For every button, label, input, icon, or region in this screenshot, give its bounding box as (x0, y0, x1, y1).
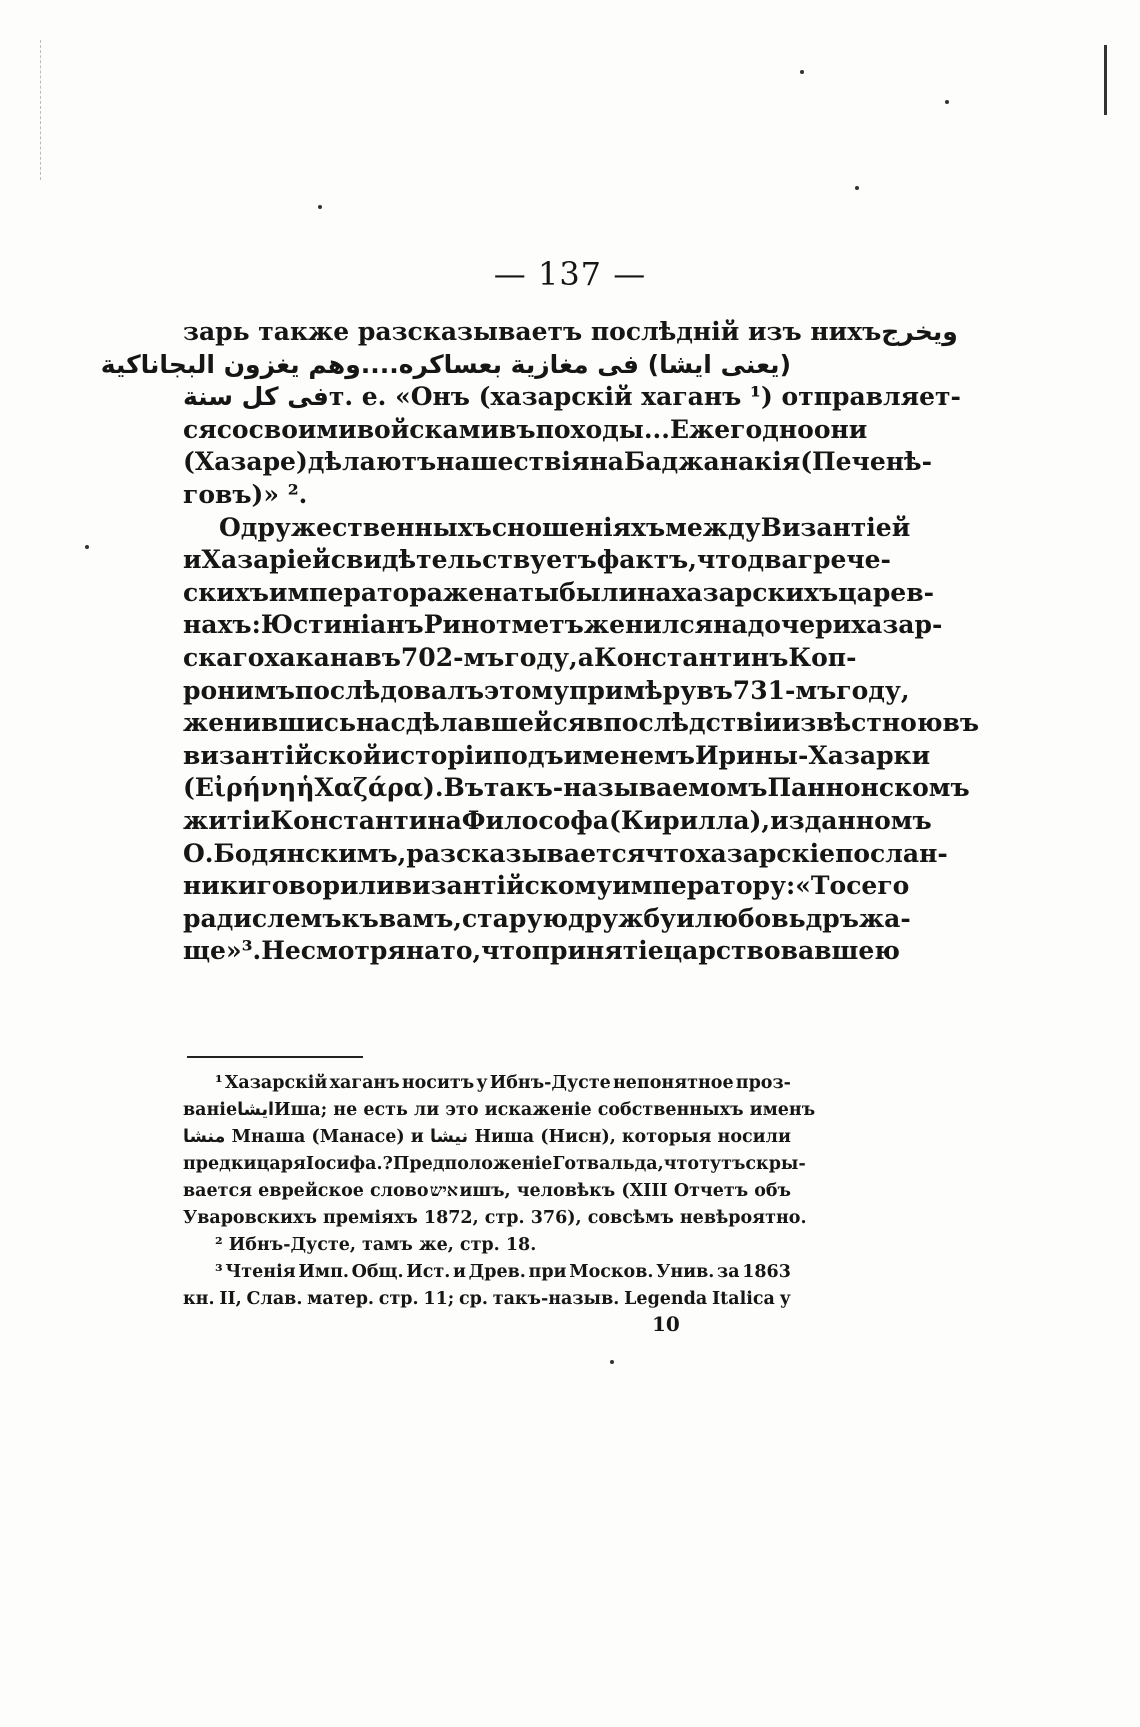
body-line: ронимъ послѣдовалъ этому примѣру въ 731-мъ году, (183, 675, 910, 705)
body-line: и Хазаріей свидѣтельствуетъ фактъ, что два грече- (183, 545, 891, 575)
footnote-line: ваніе ايشا Иша; не есть ли это искаженіе собственныхъ именъ (183, 1100, 816, 1120)
body-line: ради слемъ къ вамъ, старую дружбу и любовь дръжа- (183, 903, 911, 933)
scan-speck (800, 70, 804, 74)
body-line: ся со своими войсками въ походы... Ежегодно они (183, 414, 868, 444)
signature-mark: 10 (652, 1312, 680, 1336)
body-line: (Хазаре) дѣлаютъ нашествія на Баджанакія (Печенѣ- (183, 447, 932, 477)
footnote-line: ² Ибнъ-Дусте, тамъ же, стр. 18. (215, 1235, 537, 1255)
body-line: скаго хакана въ 702-мъ году, а Константинъ Коп- (183, 642, 857, 672)
body-line: говъ)» ². (183, 479, 308, 509)
page-number: — 137 — (493, 255, 647, 293)
footnote-line: ¹ Хазарскій хаганъ носитъ у Ибнъ-Дусте непонятное проз- (215, 1073, 791, 1093)
footnote-line: кн. II, Слав. матер. стр. 11; ср. такъ-назыв. Legenda Italica у (183, 1289, 791, 1309)
paragraph-start: О дружественныхъ сношеніяхъ между Византіей (219, 512, 911, 542)
body-line: ники говорили византійскому императору: «То сего (183, 871, 910, 901)
scan-edge-left (40, 40, 42, 180)
footnote-line: Уваровскихъ преміяхъ 1872, стр. 376), совсѣмъ невѣроятно. (183, 1208, 807, 1228)
footnotes (183, 1070, 816, 1313)
body-line: зарь также разсказываетъ послѣдній изъ нихъ ويخرج (183, 317, 958, 346)
body-line: (Εἰρήνη ἡ Χαζάρα). Въ такъ-называемомъ Паннонскомъ (183, 773, 970, 803)
body-line: ще» ³. Несмотря на то, что принятіе царствовавшею (183, 936, 900, 966)
scan-edge-right (1104, 45, 1107, 115)
scan-speck (85, 545, 89, 549)
body-line: فى كل سنة т. е. «Онъ (хазарскій хаганъ ¹) отправляет- (183, 382, 961, 412)
scan-speck (318, 205, 322, 209)
scan-speck (945, 100, 949, 104)
footnote-line: предки царя Іосифа.? Предположеніе Готвальда, что тутъ скры- (183, 1154, 806, 1174)
body-line: скихъ императора женаты были на хазарскихъ царев- (183, 577, 934, 607)
scan-speck (610, 1360, 614, 1364)
footnote-line: ³ Чтенія Имп. Общ. Ист. и Древ. при Москов. Унив. за 1863 (215, 1262, 791, 1282)
scan-speck (855, 186, 859, 190)
body-text (100, 316, 980, 968)
footnote-rule (187, 1056, 363, 1058)
body-line: (يعنى ايشا) فى مغازية بعساكره....وهم يغزون البجاناكية (100, 349, 791, 379)
body-line: нахъ: Юстиніанъ Ринотметъ женился на дочери хазар- (183, 610, 943, 640)
footnote-line: منشا Мнаша (Манасе) и نيشا Ниша (Нисн), которыя носили (183, 1127, 791, 1147)
body-line: византійской исторіи подъ именемъ Ирины-Хазарки (183, 740, 931, 770)
body-line: женившись на сдѣлавшейся впослѣдствіи извѣстною въ (183, 708, 980, 738)
footnote-line: вается еврейское слово איש ишъ, человѣкъ (XIII Отчетъ объ (183, 1181, 791, 1201)
body-line: О. Бодянскимъ, разсказывается что хазарскіе послан- (183, 838, 948, 868)
body-line: житіи Константина Философа (Кирилла), изданномъ (183, 805, 932, 835)
